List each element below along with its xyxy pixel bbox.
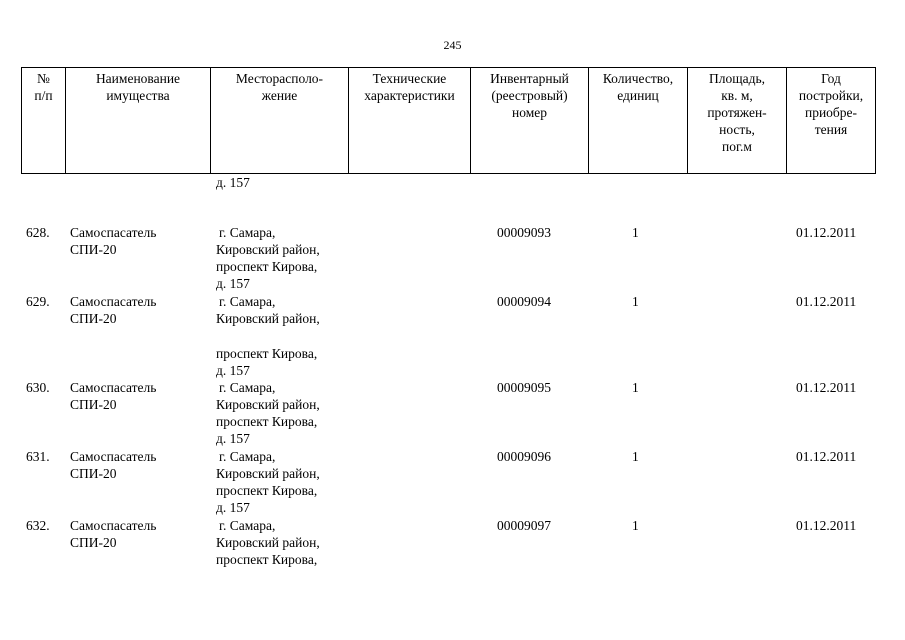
row-name-model: СПИ-20 <box>70 397 117 412</box>
row-inventory: 00009095 <box>497 380 551 395</box>
row-location: Кировский район, <box>216 397 320 412</box>
row-location: г. Самара, <box>219 294 276 309</box>
row-name: Самоспасатель <box>70 380 157 395</box>
row-name: Самоспасатель <box>70 225 157 240</box>
row-location: Кировский район, <box>216 466 320 481</box>
row-name: Самоспасатель <box>70 518 157 533</box>
header-inventory: Инвентарный (реестровый) номер <box>471 68 589 174</box>
row-date: 01.12.2011 <box>796 518 857 533</box>
row-date: 01.12.2011 <box>796 380 857 395</box>
row-location: д. 157 <box>216 431 250 446</box>
row-location: г. Самара, <box>219 380 276 395</box>
row-location: Кировский район, <box>216 242 320 257</box>
header-tech: Технические характеристики <box>349 68 471 174</box>
row-number: 628. <box>26 225 50 240</box>
row-location: проспект Кирова, <box>216 346 318 361</box>
row-location: г. Самара, <box>219 225 276 240</box>
page-number: 245 <box>443 38 462 52</box>
row-name-model: СПИ-20 <box>70 535 117 550</box>
row-location: д. 157 <box>216 276 250 291</box>
header-year: Год постройки, приобре- тения <box>787 68 876 174</box>
row-number: 631. <box>26 449 50 464</box>
header-name: Наименование имущества <box>66 68 211 174</box>
row-quantity: 1 <box>632 294 639 309</box>
row-location: д. 157 <box>216 500 250 515</box>
table-header <box>21 67 876 174</box>
row-name-model: СПИ-20 <box>70 242 117 257</box>
row-number: 629. <box>26 294 50 309</box>
row-location: д. 157 <box>216 363 250 378</box>
row-quantity: 1 <box>632 380 639 395</box>
row-name: Самоспасатель <box>70 294 157 309</box>
row-inventory: 00009097 <box>497 518 551 533</box>
row-name-model: СПИ-20 <box>70 311 117 326</box>
row-location: г. Самара, <box>219 518 276 533</box>
row-location: проспект Кирова, <box>216 259 318 274</box>
row-date: 01.12.2011 <box>796 294 857 309</box>
row-quantity: 1 <box>632 518 639 533</box>
row-location: проспект Кирова, <box>216 414 318 429</box>
row-quantity: 1 <box>632 225 639 240</box>
header-quantity: Количество, единиц <box>589 68 688 174</box>
row-date: 01.12.2011 <box>796 225 857 240</box>
header-area: Площадь, кв. м, протяжен- ность, пог.м <box>688 68 787 174</box>
row-quantity: 1 <box>632 449 639 464</box>
row-number: 632. <box>26 518 50 533</box>
row-name-model: СПИ-20 <box>70 466 117 481</box>
row-number: 630. <box>26 380 50 395</box>
row-location: проспект Кирова, <box>216 552 318 567</box>
carryover-location: д. 157 <box>216 175 250 190</box>
row-inventory: 00009093 <box>497 225 551 240</box>
row-location: Кировский район, <box>216 535 320 550</box>
row-name: Самоспасатель <box>70 449 157 464</box>
row-inventory: 00009096 <box>497 449 551 464</box>
header-num: № п/п <box>22 68 66 174</box>
row-location: г. Самара, <box>219 449 276 464</box>
row-location: проспект Кирова, <box>216 483 318 498</box>
row-inventory: 00009094 <box>497 294 551 309</box>
header-location: Месторасполо- жение <box>211 68 349 174</box>
row-location: Кировский район, <box>216 311 320 326</box>
row-date: 01.12.2011 <box>796 449 857 464</box>
